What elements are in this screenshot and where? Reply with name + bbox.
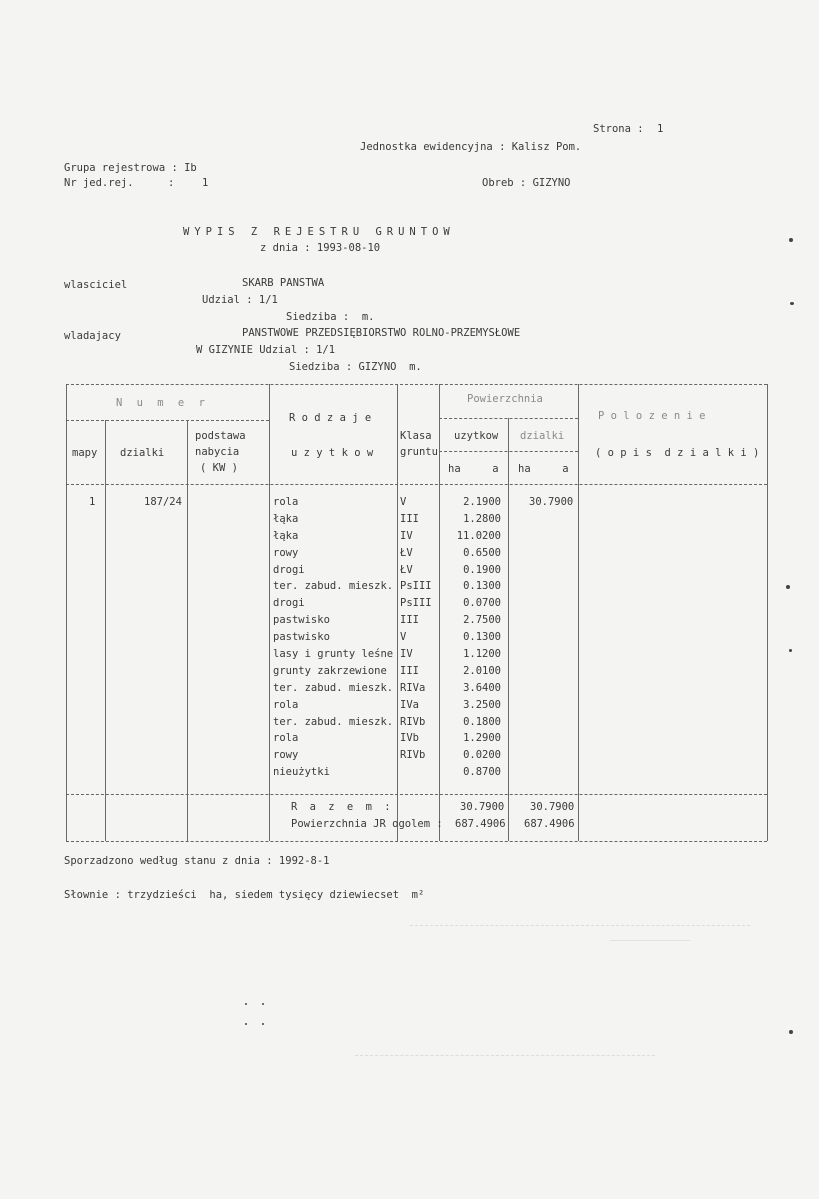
uzytek-cell: ter. zabud. mieszk. — [273, 580, 394, 593]
klasa-cell: ŁV — [400, 546, 413, 559]
uzytek-cell: ter. zabud. mieszk. — [273, 681, 394, 694]
scan-speck — [245, 1023, 247, 1025]
podstawa-header-2: nabycia — [195, 446, 240, 458]
nr-jed-rej-value: 1 — [202, 177, 209, 189]
klasa-cell: ŁV — [400, 563, 413, 576]
area-cell: 0.1900 — [463, 563, 501, 576]
grupa-rejestrowa: Grupa rejestrowa : Ib — [64, 162, 197, 174]
nr-jed-rej-label: Nr jed.rej. — [64, 177, 134, 189]
scan-speck — [789, 1030, 793, 1034]
header-bottom-border — [66, 484, 767, 485]
klasa-cell: V — [400, 496, 407, 508]
uzytek-cell: rola — [273, 698, 299, 711]
area-cell: 0.1300 — [463, 580, 501, 593]
klasa-cell: III — [400, 512, 419, 525]
wlasciciel-udzial: Udzial : 1/1 — [202, 294, 278, 306]
klasa-column — [400, 494, 438, 781]
area-cell: 1.1200 — [463, 648, 501, 661]
klasa-cell: RIVb — [400, 715, 426, 728]
area-cell: 11.0200 — [456, 529, 501, 542]
page-label: Strona : — [593, 123, 644, 135]
area-cell: 2.0100 — [463, 664, 501, 677]
klasa-header-2: gruntu — [400, 446, 438, 458]
razem-label: R a z e m : — [291, 801, 394, 813]
dzialki-area-header: dzialki — [520, 430, 565, 442]
table-bottom-border — [66, 841, 767, 842]
razem-uzytkow: 30.7900 — [460, 801, 505, 813]
klasa-cell: IVb — [400, 732, 419, 745]
area-cell: 2.7500 — [463, 614, 501, 627]
uzytek-cell: rowy — [273, 546, 299, 559]
dzialki-header: dzialki — [120, 447, 165, 459]
uzytek-cell: lasy i grunty leśne — [273, 648, 394, 661]
klasa-header-1: Klasa — [400, 430, 432, 442]
klasa-cell: PsIII — [400, 580, 432, 593]
area-cell: 1.2800 — [463, 512, 501, 525]
area-cell: 3.6400 — [463, 681, 501, 694]
uzytek-cell: rowy — [273, 749, 299, 762]
sporzadzono-note: Sporzadzono według stanu z dnia : 1992-8-1 — [64, 855, 330, 867]
uzytek-cell: nieużytki — [273, 766, 330, 779]
area-cell: 3.2500 — [463, 698, 501, 711]
uzytkow-area-header: uzytkow — [454, 430, 499, 442]
uzytek-cell: drogi — [273, 563, 305, 576]
wladajacy-udzial: W GIZYNIE Udzial : 1/1 — [196, 344, 336, 356]
klasa-cell: IVa — [400, 698, 419, 711]
obreb: Obreb : GIZYNO — [482, 177, 571, 189]
powierzchnia-jr-label: Powierzchnia JR ogolem : — [291, 818, 443, 830]
uzytek-cell: grunty zakrzewione — [273, 664, 387, 677]
uzytek-column — [273, 494, 397, 781]
uzytek-cell: łąka — [273, 529, 299, 542]
wladajacy-siedziba: Siedziba : GIZYNO m. — [289, 361, 422, 373]
klasa-cell: RIVb — [400, 749, 426, 762]
wlasciciel-siedziba: Siedziba : m. — [286, 311, 375, 323]
body-bottom-border — [66, 794, 767, 795]
dzialka-area: 30.7900 — [529, 496, 574, 508]
scan-speck — [262, 1023, 264, 1025]
scan-speck — [789, 238, 793, 242]
klasa-cell: IV — [400, 648, 413, 661]
wladajacy-label: wladajacy — [64, 330, 121, 342]
jednostka-ewidencyjna: Jednostka ewidencyjna : Kalisz Pom. — [360, 141, 582, 153]
table-top-border — [66, 384, 767, 385]
wladajacy-name: PANSTWOWE PRZEDSIĘBIORSTWO ROLNO-PRZEMYSŁOWE — [242, 327, 521, 339]
slownie-note: Słownie : trzydzieści ha, siedem tysięcy dziewiecset m² — [64, 889, 425, 901]
klasa-cell: IV — [400, 529, 413, 542]
page-number: 1 — [657, 123, 664, 135]
powierzchnia-header: Powierzchnia — [467, 393, 543, 405]
uzytek-cell: rola — [273, 732, 299, 745]
polozenie-header: P o l o z e n i e — [598, 410, 706, 422]
numer-sub-border — [66, 420, 269, 421]
wlasciciel-name: SKARB PANSTWA — [242, 277, 325, 289]
area-cell: 2.1900 — [463, 496, 501, 508]
klasa-cell: PsIII — [400, 597, 432, 610]
razem-dzialki: 30.7900 — [530, 801, 575, 813]
klasa-cell: III — [400, 664, 419, 677]
scan-speck — [786, 585, 790, 589]
area-cell: 0.6500 — [463, 546, 501, 559]
uzytek-cell: łąka — [273, 512, 299, 525]
wlasciciel-label: wlasciciel — [64, 279, 128, 291]
uzytek-cell: ter. zabud. mieszk. — [273, 715, 394, 728]
opis-dzialki-header: ( o p i s d z i a l k i ) — [595, 447, 760, 459]
document-date: z dnia : 1993-08-10 — [260, 242, 381, 254]
scan-speck — [789, 649, 792, 652]
uzytek-cell: pastwisko — [273, 631, 330, 644]
scan-speck — [790, 302, 794, 305]
rodzaje-header: R o d z a j e — [289, 412, 372, 424]
podstawa-header-3: ( KW ) — [200, 462, 238, 474]
area-column — [440, 494, 501, 781]
area-cell: 0.8700 — [463, 766, 501, 779]
area-cell: 0.1800 — [463, 715, 501, 728]
podstawa-header-1: podstawa — [195, 430, 246, 442]
nr-jed-rej-sep: : — [168, 177, 175, 189]
scan-speck — [245, 1003, 247, 1005]
klasa-cell — [400, 764, 438, 781]
uzytek-cell: drogi — [273, 597, 305, 610]
klasa-cell: III — [400, 614, 419, 627]
mapa-number: 1 — [89, 496, 96, 508]
uzytkow-header: u z y t k o w — [291, 447, 374, 459]
area-cell: 1.2900 — [463, 732, 501, 745]
mapy-header: mapy — [72, 447, 98, 459]
document-title: WYPIS Z REJESTRU GRUNTOW — [183, 226, 455, 238]
klasa-cell: V — [400, 631, 407, 644]
jr-uzytkow: 687.4906 — [455, 818, 506, 830]
area-cell: 0.0200 — [463, 749, 501, 762]
ha-a-uzytkow: ha a — [448, 463, 499, 475]
jr-dzialki: 687.4906 — [524, 818, 575, 830]
numer-header: N u m e r — [116, 397, 209, 409]
uzytek-cell: rola — [273, 496, 299, 508]
klasa-cell: RIVa — [400, 681, 426, 694]
area-cell: 0.1300 — [463, 631, 501, 644]
scan-speck — [262, 1003, 264, 1005]
dzialka-number: 187/24 — [144, 496, 182, 508]
area-cell: 0.0700 — [463, 597, 501, 610]
uzytek-cell: pastwisko — [273, 614, 330, 627]
ha-a-dzialki: ha a — [518, 463, 569, 475]
